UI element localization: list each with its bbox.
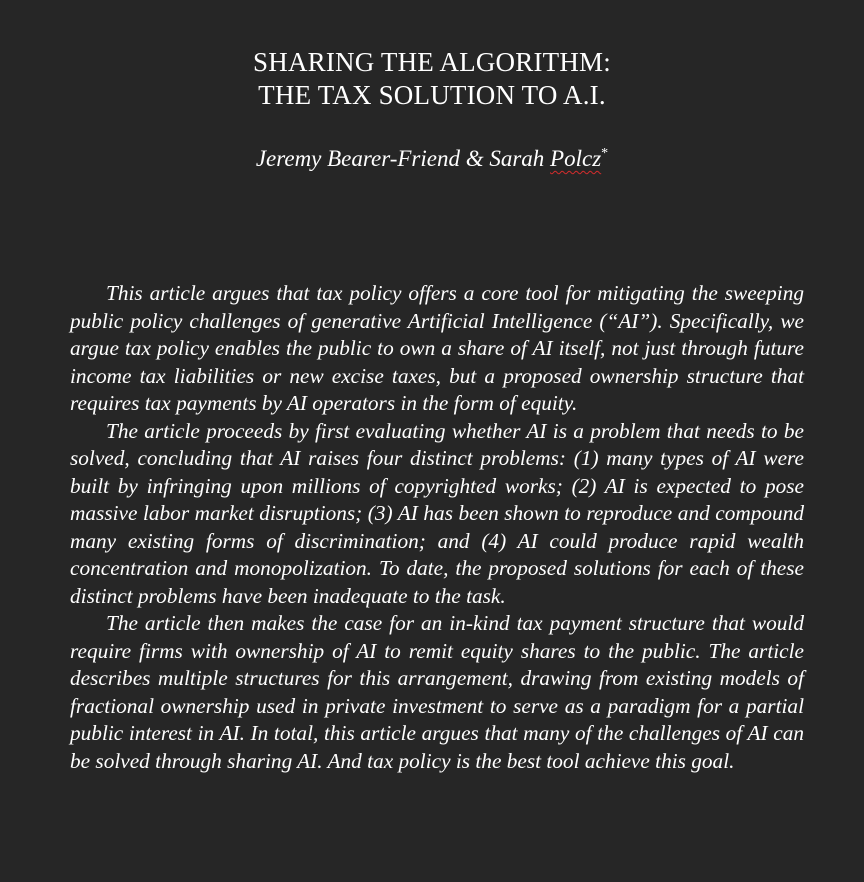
- title-line-1: SHARING THE ALGORITHM:: [253, 47, 611, 77]
- abstract-paragraph-1: This article argues that tax policy offers a core tool for mitigating the sweeping public policy challenges of generative Artificial Intelligence (“AI”). Specifically, we argue tax policy enables the public to own a share of AI itself, not just through future income tax liabilities or new excise taxes, but a proposed ownership structure that requires tax payments by AI operators in the form of equity.: [70, 281, 804, 415]
- author-2-first: Sarah: [489, 146, 551, 171]
- author-2-last-spellcheck[interactable]: Polcz: [550, 146, 602, 171]
- title-line-2: THE TAX SOLUTION TO A.I.: [258, 80, 606, 110]
- author-line: [0, 140, 864, 173]
- article-title: [0, 46, 864, 112]
- abstract-paragraph-2: The article proceeds by first evaluating whether AI is a problem that needs to be solved, concluding that AI raises four distinct problems: (1) many types of AI were built by infringing upon millions of copyrighted works; (2) AI is expected to pose massive labor market disruptions; (3) AI has been shown to reproduce and compound many existing forms of discrimination; and (4) AI could produce rapid wealth concentration and monopolization. To date, the proposed solutions for each of these distinct problems have been inadequate to the task.: [70, 418, 804, 608]
- author-1: Jeremy Bearer-Friend: [255, 146, 460, 171]
- author-separator: &: [459, 146, 490, 171]
- abstract-paragraph-3: The article then makes the case for an in-kind tax payment structure that would require firms with ownership of AI to remit equity shares to the public. The article describes multiple structures for this arrangement, drawing from existing models of fractional ownership used in private investment to serve as a paradigm for a partial public interest in AI. In total, this article argues that many of the challenges of AI can be solved through sharing AI. And tax policy is the best tool achieve this goal.: [70, 611, 804, 773]
- footnote-marker[interactable]: *: [601, 146, 609, 161]
- abstract-body: [70, 280, 804, 775]
